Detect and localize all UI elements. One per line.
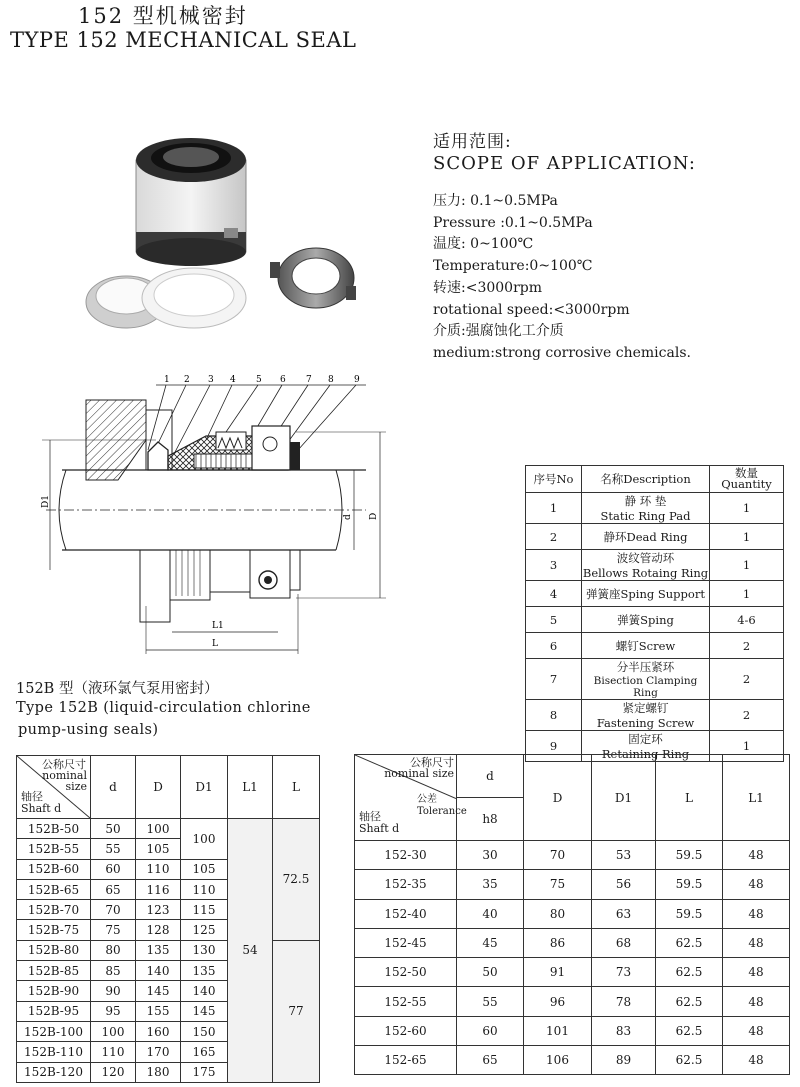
D-cell: 155 — [136, 1001, 181, 1021]
D-cell: 123 — [136, 900, 181, 920]
part-no: 1 — [526, 493, 582, 524]
model-cell: 152B-50 — [17, 819, 91, 839]
model-cell: 152-55 — [355, 987, 457, 1016]
d-cell: 70 — [91, 900, 136, 920]
D-cell: 110 — [136, 859, 181, 879]
L-cell: 77 — [273, 940, 320, 1082]
part-no: 2 — [526, 524, 582, 550]
model-cell: 152B-100 — [17, 1021, 91, 1041]
D1-cell: 110 — [181, 879, 228, 899]
callout-9: 9 — [354, 375, 360, 385]
callout-7: 7 — [306, 375, 312, 385]
D-cell: 128 — [136, 920, 181, 940]
callout-8: 8 — [328, 375, 334, 385]
d-cell: 40 — [457, 899, 524, 928]
table-row — [17, 940, 320, 960]
d-cell: 50 — [457, 958, 524, 987]
callout-1: 1 — [164, 375, 170, 385]
part-name: 弹簧座Sping Support — [582, 581, 710, 607]
D-cell: 160 — [136, 1021, 181, 1041]
col-L1: L1 — [723, 755, 790, 841]
callout-5: 5 — [256, 375, 262, 385]
page-title-en: TYPE 152 MECHANICAL SEAL — [10, 28, 357, 52]
part-no: 8 — [526, 700, 582, 731]
table-row — [526, 659, 784, 700]
col-quantity: 数量 Quantity — [710, 466, 784, 493]
part-name: 弹簧Sping — [582, 607, 710, 633]
part-name: 固定环 Retaining Ring — [582, 731, 710, 762]
D-cell: 100 — [136, 819, 181, 839]
col-d: d — [457, 755, 524, 798]
scope-title-cn: 适用范围: — [433, 132, 512, 152]
col-D1: D1 — [181, 756, 228, 819]
D-cell: 75 — [524, 870, 592, 899]
model-cell: 152-45 — [355, 928, 457, 957]
d-cell: 65 — [91, 879, 136, 899]
D1-cell: 53 — [592, 841, 656, 870]
col-D: D — [524, 755, 592, 841]
model-cell: 152-40 — [355, 899, 457, 928]
model-cell: 152B-55 — [17, 839, 91, 859]
d-cell: 120 — [91, 1062, 136, 1082]
callout-2: 2 — [184, 375, 190, 385]
D1-cell: 175 — [181, 1062, 228, 1082]
part-name: 静环Dead Ring — [582, 524, 710, 550]
model-cell: 152B-80 — [17, 940, 91, 960]
corner-header: 公称尺寸 nominal size 轴径 Shaft d — [355, 755, 457, 841]
d-cell: 60 — [91, 859, 136, 879]
table-row — [526, 524, 784, 550]
model-cell: 152-30 — [355, 841, 457, 870]
D-cell: 70 — [524, 841, 592, 870]
L-cell: 62.5 — [656, 987, 723, 1016]
D1-cell: 78 — [592, 987, 656, 1016]
L1-cell: 54 — [228, 819, 273, 1083]
D-cell: 140 — [136, 961, 181, 981]
model-cell: 152-35 — [355, 870, 457, 899]
table-row — [355, 928, 790, 957]
type-b-title-cn: 152B 型（液环氯气泵用密封） — [16, 681, 219, 697]
part-no: 9 — [526, 731, 582, 762]
D-cell: 170 — [136, 1042, 181, 1062]
model-cell: 152B-65 — [17, 879, 91, 899]
table-row — [526, 550, 784, 581]
spec-list — [433, 191, 691, 365]
d-cell: 80 — [91, 940, 136, 960]
D1-cell: 73 — [592, 958, 656, 987]
callout-6: 6 — [280, 375, 286, 385]
part-qty: 2 — [710, 700, 784, 731]
L-cell: 72.5 — [273, 819, 320, 941]
D-cell: 180 — [136, 1062, 181, 1082]
model-cell: 152B-120 — [17, 1062, 91, 1082]
model-cell: 152B-85 — [17, 961, 91, 981]
d-cell: 60 — [457, 1016, 524, 1045]
D-cell: 105 — [136, 839, 181, 859]
product-photo — [84, 120, 404, 360]
part-name: 波纹管动环 Bellows Rotaing Ring — [582, 551, 709, 581]
L1-cell: 48 — [723, 928, 790, 957]
L1-cell: 48 — [723, 1046, 790, 1075]
table-row — [355, 1016, 790, 1045]
model-cell: 152B-110 — [17, 1042, 91, 1062]
col-L1: L1 — [228, 756, 273, 819]
L-cell: 59.5 — [656, 870, 723, 899]
model-cell: 152B-90 — [17, 981, 91, 1001]
L1-cell: 48 — [723, 870, 790, 899]
D1-cell: 63 — [592, 899, 656, 928]
model-cell: 152B-95 — [17, 1001, 91, 1021]
spec-line: medium:strong corrosive chemicals. — [433, 344, 691, 361]
D1-cell: 115 — [181, 900, 228, 920]
L-cell: 59.5 — [656, 841, 723, 870]
part-name: 静 环 垫 Static Ring Pad — [582, 493, 710, 524]
tolerance-cell: 公差 Tolerance h8 — [457, 798, 524, 841]
D-cell: 116 — [136, 879, 181, 899]
table-row — [355, 958, 790, 987]
col-D: D — [136, 756, 181, 819]
col-D1: D1 — [592, 755, 656, 841]
dim-d: d — [343, 514, 353, 520]
D-cell: 135 — [136, 940, 181, 960]
L1-cell: 48 — [723, 841, 790, 870]
d-cell: 110 — [91, 1042, 136, 1062]
parts-table — [525, 465, 784, 762]
part-qty: 2 — [710, 633, 784, 659]
model-cell: 152B-70 — [17, 900, 91, 920]
dim-D: D — [369, 512, 379, 520]
part-no: 3 — [526, 550, 582, 581]
table-row — [355, 870, 790, 899]
page-title-cn: 152 型机械密封 — [78, 4, 248, 28]
table-row — [355, 1046, 790, 1075]
scope-title-en: SCOPE OF APPLICATION: — [433, 153, 696, 174]
part-qty: 2 — [710, 659, 784, 700]
model-cell: 152B-60 — [17, 859, 91, 879]
spec-line: 转速:<3000rpm — [433, 279, 543, 296]
D1-cell: 56 — [592, 870, 656, 899]
type-b-title-en-cont: pump-using seals) — [18, 722, 159, 738]
part-qty: 1 — [710, 731, 784, 762]
d-cell: 95 — [91, 1001, 136, 1021]
dim-L: L — [212, 639, 218, 649]
d-cell: 35 — [457, 870, 524, 899]
model-cell: 152-65 — [355, 1046, 457, 1075]
col-no: 序号No — [526, 466, 582, 493]
L-cell: 62.5 — [656, 958, 723, 987]
D1-cell: 140 — [181, 981, 228, 1001]
L-cell: 62.5 — [656, 1016, 723, 1045]
L-cell: 62.5 — [656, 928, 723, 957]
D-cell: 101 — [524, 1016, 592, 1045]
D-cell: 96 — [524, 987, 592, 1016]
D1-cell: 135 — [181, 961, 228, 981]
d-cell: 50 — [91, 819, 136, 839]
model-cell: 152-60 — [355, 1016, 457, 1045]
D1-cell: 68 — [592, 928, 656, 957]
table-row — [526, 607, 784, 633]
d-cell: 65 — [457, 1046, 524, 1075]
d-cell: 30 — [457, 841, 524, 870]
L1-cell: 48 — [723, 1016, 790, 1045]
part-qty: 1 — [710, 581, 784, 607]
part-no: 4 — [526, 581, 582, 607]
part-qty: 1 — [710, 493, 784, 524]
part-qty: 1 — [710, 550, 784, 581]
callout-numbers — [164, 375, 360, 385]
d-cell: 55 — [457, 987, 524, 1016]
dim-L1: L1 — [212, 621, 224, 631]
D1-cell: 130 — [181, 940, 228, 960]
table-row — [17, 819, 320, 839]
table-152 — [354, 754, 790, 1075]
d-cell: 75 — [91, 920, 136, 940]
D1-cell: 150 — [181, 1021, 228, 1041]
part-qty: 1 — [710, 524, 784, 550]
L-cell: 62.5 — [656, 1046, 723, 1075]
d-cell: 90 — [91, 981, 136, 1001]
D-cell: 106 — [524, 1046, 592, 1075]
D1-cell: 165 — [181, 1042, 228, 1062]
d-cell: 45 — [457, 928, 524, 957]
D1-cell: 125 — [181, 920, 228, 940]
parts-table-header — [526, 466, 784, 493]
D-cell: 145 — [136, 981, 181, 1001]
part-no: 5 — [526, 607, 582, 633]
table-row — [526, 493, 784, 524]
D-cell: 91 — [524, 958, 592, 987]
callout-4: 4 — [230, 375, 236, 385]
D1-cell: 83 — [592, 1016, 656, 1045]
col-d: d — [91, 756, 136, 819]
spec-line: Temperature:0~100℃ — [433, 258, 593, 275]
L-cell: 59.5 — [656, 899, 723, 928]
L1-cell: 48 — [723, 987, 790, 1016]
col-description: 名称Description — [582, 466, 710, 493]
col-L: L — [656, 755, 723, 841]
table-row — [355, 841, 790, 870]
table-row — [526, 581, 784, 607]
part-qty: 4-6 — [710, 607, 784, 633]
part-name: 螺钉Screw — [582, 633, 710, 659]
spec-line: 温度: 0~100℃ — [433, 236, 534, 253]
table-row — [355, 899, 790, 928]
L1-cell: 48 — [723, 899, 790, 928]
table-row — [526, 700, 784, 731]
table-row — [526, 633, 784, 659]
L1-cell: 48 — [723, 958, 790, 987]
part-name: 紧定螺钉 Fastening Screw — [582, 700, 710, 731]
table-row — [355, 987, 790, 1016]
part-name: 分半压紧环 Bisection Clamping Ring — [582, 659, 710, 700]
model-cell: 152B-75 — [17, 920, 91, 940]
spec-line: 介质:强腐蚀化工介质 — [433, 323, 564, 340]
corner-header: 公称尺寸 nominal size 轴径 Shaft d — [17, 756, 91, 819]
part-no: 6 — [526, 633, 582, 659]
spec-line: rotational speed:<3000rpm — [433, 301, 630, 318]
cross-section-drawing — [36, 370, 456, 658]
d-cell: 55 — [91, 839, 136, 859]
D1-cell: 145 — [181, 1001, 228, 1021]
callout-3: 3 — [208, 375, 214, 385]
D1-cell: 105 — [181, 859, 228, 879]
d-cell: 100 — [91, 1021, 136, 1041]
D1-cell: 100 — [181, 819, 228, 860]
model-cell: 152-50 — [355, 958, 457, 987]
D-cell: 86 — [524, 928, 592, 957]
table-152b — [16, 755, 320, 1083]
spec-line: Pressure :0.1~0.5MPa — [433, 214, 593, 231]
D-cell: 80 — [524, 899, 592, 928]
col-L: L — [273, 756, 320, 819]
type-b-title-en: Type 152B (liquid-circulation chlorine — [16, 700, 311, 716]
dim-D1: D1 — [41, 495, 51, 508]
spec-line: 压力: 0.1~0.5MPa — [433, 193, 558, 209]
part-no: 7 — [526, 659, 582, 700]
d-cell: 85 — [91, 961, 136, 981]
D1-cell: 89 — [592, 1046, 656, 1075]
